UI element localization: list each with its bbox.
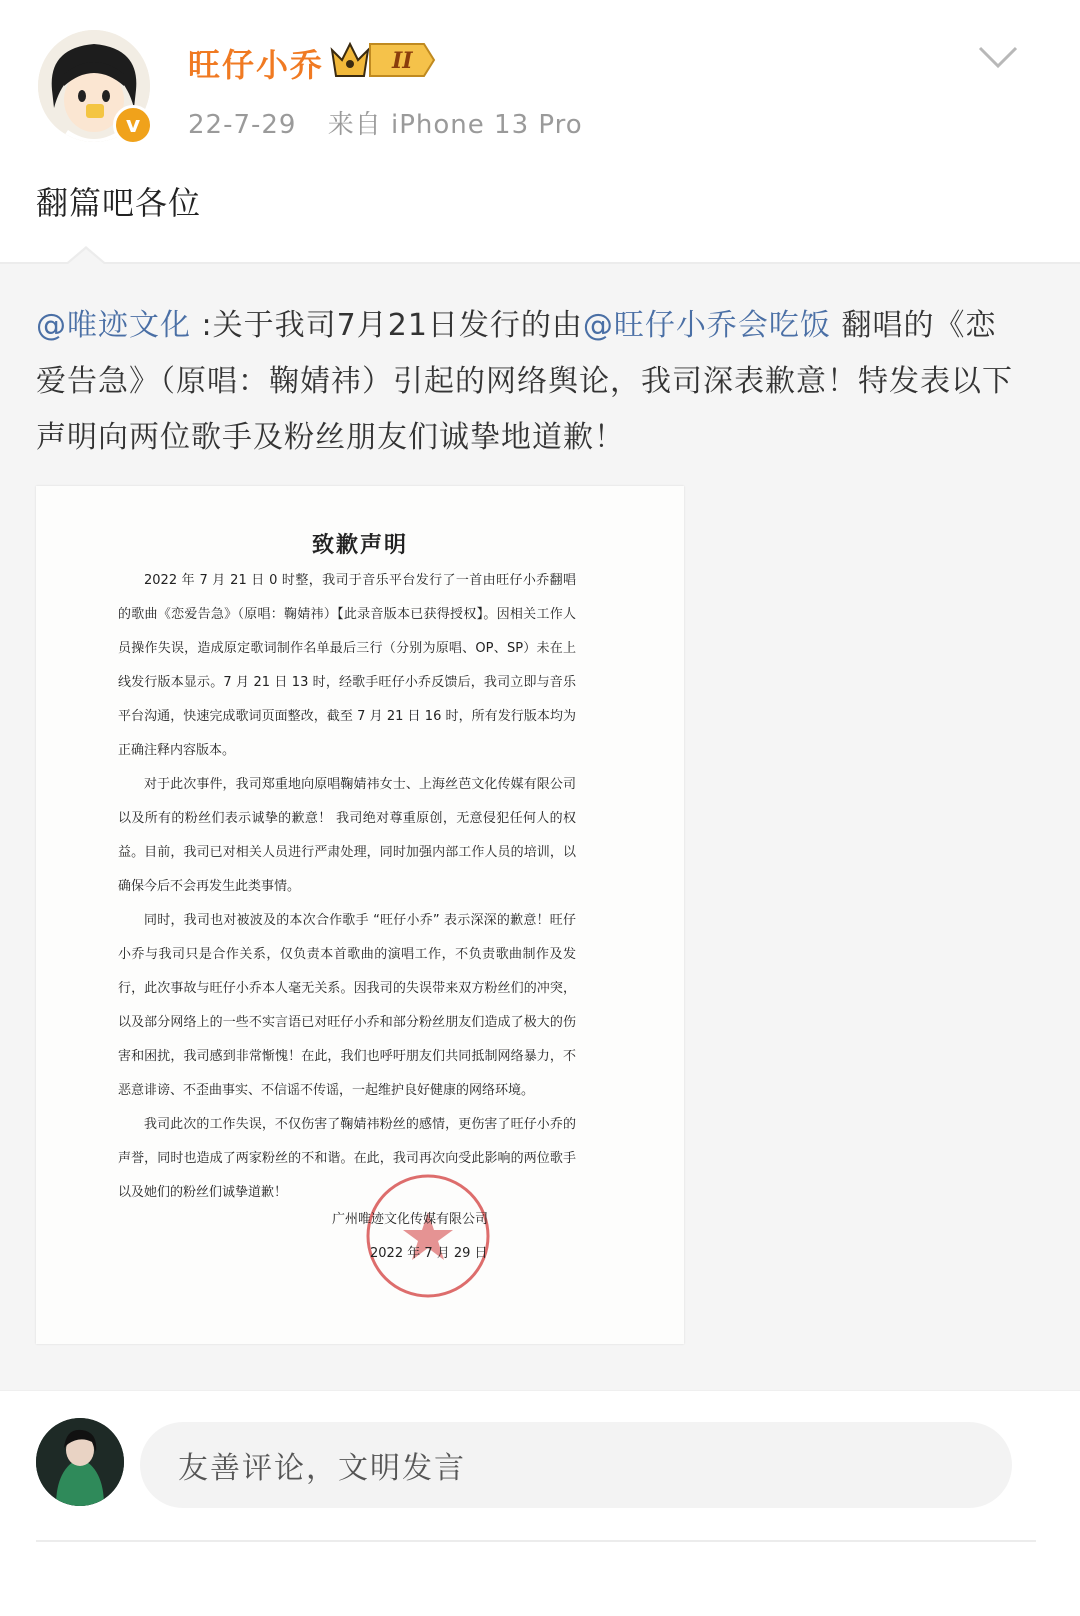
document-paragraph: 2022 年 7 月 21 日 0 时整，我司于音乐平台发行了一首由旺仔小乔翻唱的歌曲《恋爱告急》（原唱：鞠婧祎）【此录音版本已获得授权】。因相关工作人员操作失误，造成原定歌词制作名单最后三行（分别为原唱、OP、SP）未在上线发行版本显示。7 月 21 日 13 时，经歌手旺仔小乔反馈后，我司立即与音乐平台沟通，快速完成歌词页面整改，截至 7 月 21 日 16 时，所有发行版本均为正确注释内容版本。 — [118, 573, 576, 758]
mention-wangzai[interactable]: @旺仔小乔会吃饭 — [582, 308, 831, 343]
verified-badge-icon: v — [113, 105, 153, 145]
company-seal-stamp — [362, 1170, 494, 1306]
more-options-chevron-icon[interactable] — [978, 44, 1018, 74]
repost-caret-inner — [68, 249, 104, 264]
document-paragraph: 对于此次事件，我司郑重地向原唱鞠婧祎女士、上海丝芭文化传媒有限公司以及所有的粉丝们表示诚挚的歉意！ 我司绝对尊重原创，无意侵犯任何人的权益。目前，我司已对相关人员进行严肃处理，同时加强内部工作人员的培训，以确保今后不会再发生此类事情。 — [118, 777, 576, 894]
vip-level-text: II — [392, 48, 413, 74]
document-title: 致歉声明 — [311, 532, 408, 558]
document-signature: 广州唯迹文化传媒有限公司 — [332, 1212, 489, 1227]
document-paragraph: 我司此次的工作失误，不仅伤害了鞠婧祎粉丝的感情，更伤害了旺仔小乔的声誉，同时也造成了两家粉丝的不和谐。在此，我司再次向受此影响的两位歌手以及她们的粉丝们诚挚道歉！ — [118, 1117, 576, 1200]
post-date: 22-7-29 — [188, 110, 297, 140]
post-header — [0, 0, 1080, 262]
bottom-divider — [36, 1540, 1036, 1542]
repost-text-part1: :关于我司7月21日发行的由 — [191, 308, 583, 343]
crown-icon — [328, 38, 436, 82]
post-meta — [188, 104, 605, 141]
comment-input[interactable]: 友善评论，文明发言 — [140, 1422, 1012, 1508]
current-user-avatar[interactable] — [36, 1418, 124, 1506]
mention-weiji-culture[interactable]: @唯迹文化 — [36, 308, 191, 343]
vip-crown-badge[interactable] — [328, 38, 436, 86]
document-body — [118, 564, 576, 1210]
post-source: 来自 iPhone 13 Pro — [327, 110, 583, 140]
author-name[interactable]: 旺仔小乔 — [188, 46, 325, 84]
apology-document-image[interactable] — [36, 486, 684, 1344]
post-text: 翻篇吧各位 — [36, 184, 202, 222]
document-date: 2022 年 7 月 29 日 — [370, 1246, 488, 1261]
repost-text-part2: 翻唱的《恋爱告急》（原唱：鞠婧祎）引起的网络舆论，我司深表歉意！特发表以下声明向两位歌手及粉丝朋友们诚挚地道歉！ — [36, 308, 1013, 455]
document-paragraph: 同时，我司也对被波及的本次合作歌手 “旺仔小乔” 表示深深的歉意！旺仔小乔与我司只是合作关系，仅负责本首歌曲的演唱工作，不负责歌曲制作及发行，此次事故与旺仔小乔本人毫无关系。因我司的失误带来双方粉丝们的冲突，以及部分网络上的一些不实言语已对旺仔小乔和部分粉丝朋友们造成了极大的伤害和困扰，我司感到非常惭愧！在此，我们也呼吁朋友们共同抵制网络暴力，不恶意诽谤、不歪曲事实、不信谣不传谣，一起维护良好健康的网络环境。 — [118, 913, 576, 1098]
repost-text — [36, 298, 1026, 466]
